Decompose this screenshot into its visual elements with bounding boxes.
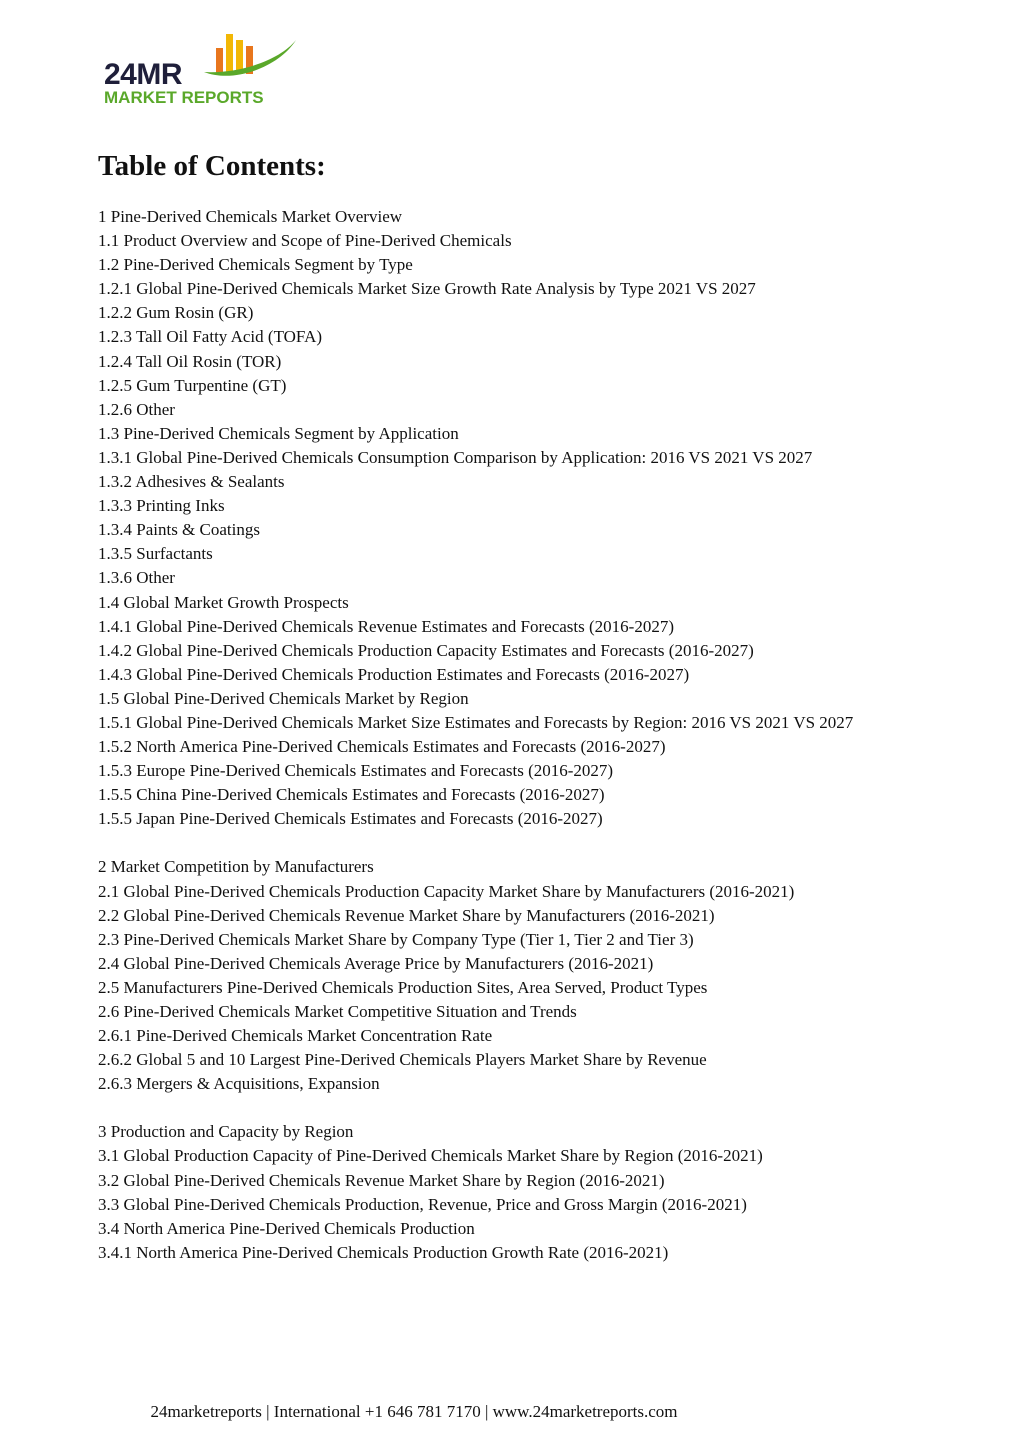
toc-section bbox=[98, 855, 928, 1096]
toc-entry: 1.3.3 Printing Inks bbox=[98, 496, 225, 516]
toc-entry: 2.6.3 Mergers & Acquisitions, Expansion bbox=[98, 1074, 380, 1094]
toc-entry: 1.5.3 Europe Pine-Derived Chemicals Estimates and Forecasts (2016-2027) bbox=[98, 761, 614, 781]
toc-entry: 1.1 Product Overview and Scope of Pine-Derived Chemicals bbox=[98, 231, 512, 251]
toc-section bbox=[98, 1120, 928, 1265]
toc-entry: 1.2.1 Global Pine-Derived Chemicals Market Size Growth Rate Analysis by Type 2021 VS 2027 bbox=[98, 279, 756, 299]
toc-entry: 1.5.5 Japan Pine-Derived Chemicals Estimates and Forecasts (2016-2027) bbox=[98, 809, 603, 829]
toc-entry: 1.2 Pine-Derived Chemicals Segment by Type bbox=[98, 255, 413, 275]
toc-entry: 1 Pine-Derived Chemicals Market Overview bbox=[98, 207, 403, 226]
toc-entry: 2.1 Global Pine-Derived Chemicals Production Capacity Market Share by Manufacturers (2016-2021) bbox=[98, 881, 795, 901]
logo-tagline: MARKET REPORTS bbox=[104, 88, 264, 107]
toc-entry: 1.3.6 Other bbox=[98, 568, 175, 588]
toc-entry: 1.3.2 Adhesives & Sealants bbox=[98, 472, 285, 492]
toc-entry: 1.2.5 Gum Turpentine (GT) bbox=[98, 375, 287, 395]
page-title: Table of Contents: bbox=[98, 150, 326, 182]
toc-entry: 1.4.2 Global Pine-Derived Chemicals Production Capacity Estimates and Forecasts (2016-2027) bbox=[98, 640, 754, 660]
toc-entry: 3.1 Global Production Capacity of Pine-Derived Chemicals Market Share by Region (2016-2021) bbox=[98, 1146, 763, 1166]
toc-entry: 2.2 Global Pine-Derived Chemicals Revenue Market Share by Manufacturers (2016-2021) bbox=[98, 905, 715, 925]
toc-entry: 1.3.5 Surfactants bbox=[98, 544, 213, 564]
toc-entry: 1.5 Global Pine-Derived Chemicals Market by Region bbox=[98, 688, 469, 708]
toc-entry: 2 Market Competition by Manufacturers bbox=[98, 857, 374, 877]
toc-entry: 1.2.4 Tall Oil Rosin (TOR) bbox=[98, 351, 282, 371]
toc-entry: 1.5.5 China Pine-Derived Chemicals Estimates and Forecasts (2016-2027) bbox=[98, 785, 605, 805]
toc-entry: 1.2.6 Other bbox=[98, 399, 175, 419]
table-of-contents bbox=[98, 205, 928, 1289]
toc-entry: 1.5.2 North America Pine-Derived Chemicals Estimates and Forecasts (2016-2027) bbox=[98, 737, 666, 757]
toc-entry: 2.4 Global Pine-Derived Chemicals Average Price by Manufacturers (2016-2021) bbox=[98, 953, 654, 973]
toc-entry: 1.5.1 Global Pine-Derived Chemicals Market Size Estimates and Forecasts by Region: 2016 VS 2021 VS 2027 bbox=[98, 712, 854, 732]
toc-entry: 2.6.2 Global 5 and 10 Largest Pine-Derived Chemicals Players Market Share by Revenue bbox=[98, 1050, 707, 1070]
toc-entry: 1.4.3 Global Pine-Derived Chemicals Production Estimates and Forecasts (2016-2027) bbox=[98, 664, 690, 684]
page-footer: 24marketreports | International +1 646 781 7170 | www.24marketreports.com bbox=[150, 1402, 678, 1421]
toc-entry: 2.6.1 Pine-Derived Chemicals Market Concentration Rate bbox=[98, 1026, 493, 1046]
toc-entry: 2.3 Pine-Derived Chemicals Market Share by Company Type (Tier 1, Tier 2 and Tier 3) bbox=[98, 929, 694, 949]
toc-entry: 1.4.1 Global Pine-Derived Chemicals Revenue Estimates and Forecasts (2016-2027) bbox=[98, 616, 674, 636]
toc-section bbox=[98, 205, 928, 831]
toc-entry: 2.6 Pine-Derived Chemicals Market Competitive Situation and Trends bbox=[98, 1002, 577, 1021]
toc-entry: 1.3.1 Global Pine-Derived Chemicals Consumption Comparison by Application: 2016 VS 2021 VS 2027 bbox=[98, 447, 813, 467]
toc-entry: 3.4 North America Pine-Derived Chemicals Production bbox=[98, 1218, 475, 1238]
toc-entry: 1.3.4 Paints & Coatings bbox=[98, 520, 260, 540]
toc-entry: 3.4.1 North America Pine-Derived Chemicals Production Growth Rate (2016-2021) bbox=[98, 1242, 669, 1262]
toc-entry: 1.2.3 Tall Oil Fatty Acid (TOFA) bbox=[98, 327, 323, 347]
brand-logo bbox=[100, 26, 310, 110]
toc-entry: 3.3 Global Pine-Derived Chemicals Production, Revenue, Price and Gross Margin (2016-2021) bbox=[98, 1194, 747, 1214]
toc-entry: 2.5 Manufacturers Pine-Derived Chemicals Production Sites, Area Served, Product Types bbox=[98, 977, 708, 997]
toc-entry: 1.4 Global Market Growth Prospects bbox=[98, 592, 349, 612]
toc-entry: 1.2.2 Gum Rosin (GR) bbox=[98, 303, 254, 323]
toc-entry: 3.2 Global Pine-Derived Chemicals Revenue Market Share by Region (2016-2021) bbox=[98, 1170, 665, 1190]
logo-wordmark: 24MR bbox=[104, 58, 183, 91]
toc-entry: 1.3 Pine-Derived Chemicals Segment by Application bbox=[98, 423, 459, 443]
toc-entry: 3 Production and Capacity by Region bbox=[98, 1122, 354, 1142]
